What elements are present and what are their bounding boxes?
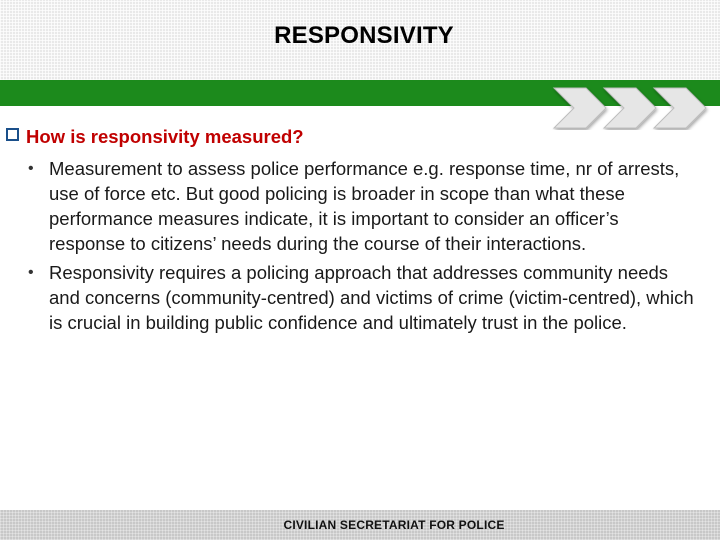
question-heading: How is responsivity measured? <box>26 126 304 147</box>
list-item <box>0 260 697 335</box>
bullet-icon: • <box>28 160 34 177</box>
chevron-icon <box>604 88 656 128</box>
chevron-icon <box>554 88 606 128</box>
bullet-list <box>0 156 720 339</box>
bullet-text: Responsivity requires a policing approach that addresses community needs and concerns (community-centred) and victims of crime (victim-centred), which is crucial in building public confidence and ultimately trust in the police. <box>49 262 694 333</box>
checkbox-icon <box>6 128 19 141</box>
chevron-icon <box>654 88 706 128</box>
bullet-text: Measurement to assess police performance e.g. response time, nr of arrests, use of force etc. But good policing is broader in scope than what these performance measures indicate, it is important to consider an officer’s response to citizens’ needs during the course of their interactions. <box>49 158 680 254</box>
list-item <box>0 156 697 256</box>
slide-title: RESPONSIVITY <box>274 22 454 49</box>
chevron-arrows-icon <box>552 86 720 130</box>
footer-text: CIVILIAN SECRETARIAT FOR POLICE <box>283 518 505 532</box>
bullet-icon: • <box>28 264 34 281</box>
